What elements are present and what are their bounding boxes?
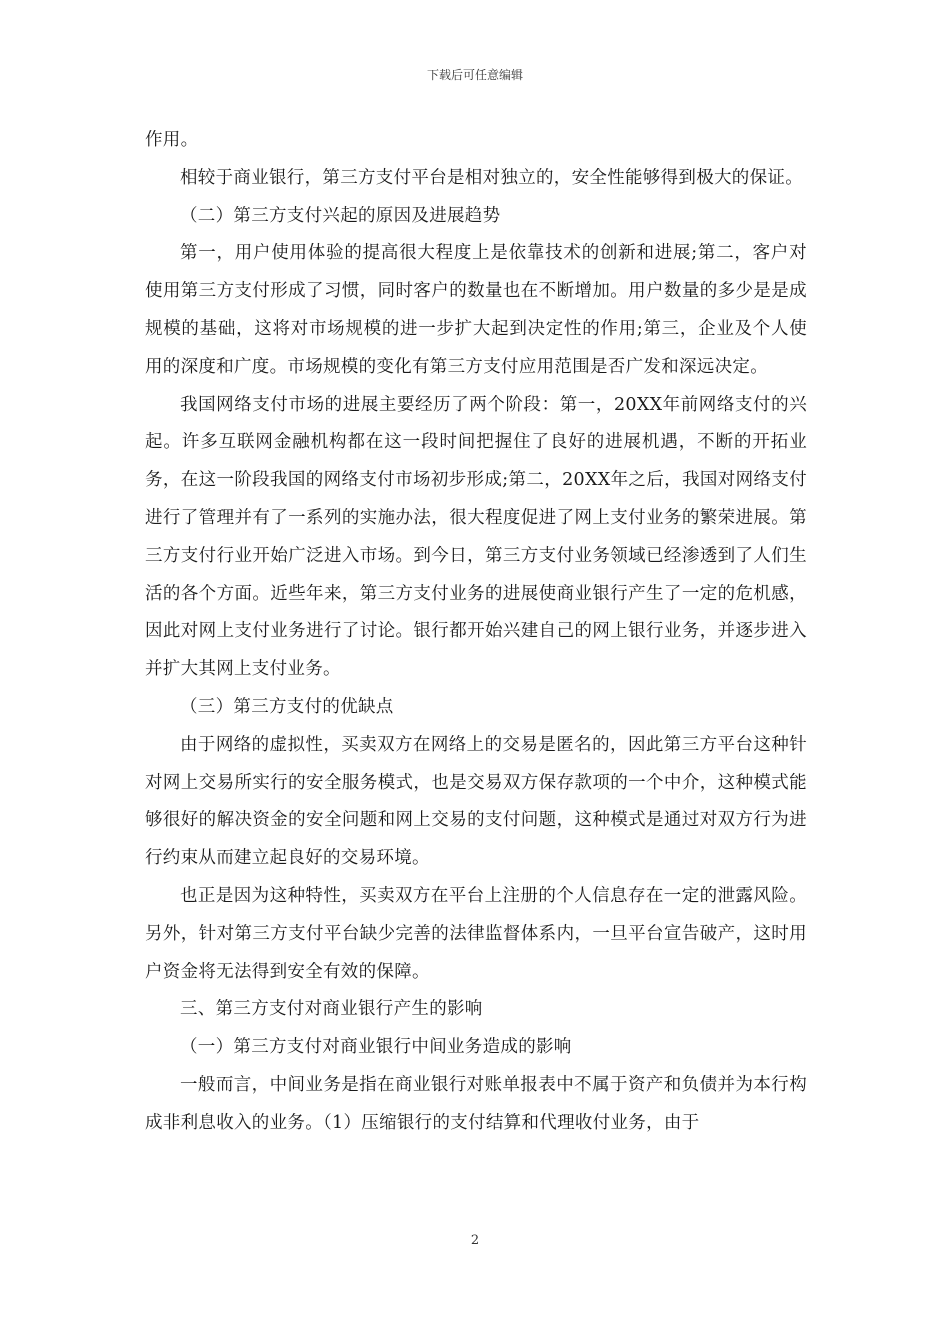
paragraph-continuation: 作用。 (145, 130, 199, 150)
document-body (145, 122, 807, 1143)
page-number: 2 (470, 1233, 480, 1248)
section-heading: （二）第三方支付兴起的原因及进展趋势 (180, 205, 501, 226)
paragraph: 由于网络的虚拟性，买卖双方在网络上的交易是匿名的，因此第三方平台这种针对网上交易所实行的安全服务模式，也是交易双方保存款项的一个中介，这种模式能够很好的解决资金的安全问题和网上交易的支付问题，这种模式是通过对双方行为进行约束从而建立起良好的交易环境。 (145, 734, 807, 869)
paragraph: 一般而言，中间业务是指在商业银行对账单报表中不属于资产和负债并为本行构成非利息收入的业务。（1）压缩银行的支付结算和代理收付业务，由于 (145, 1074, 807, 1133)
chapter-heading: 三、第三方支付对商业银行产生的影响 (180, 999, 483, 1020)
section-heading: （三）第三方支付的优缺点 (180, 696, 394, 717)
page-header: 下载后可任意编辑 (426, 68, 523, 82)
section-heading: （一）第三方支付对商业银行中间业务造成的影响 (180, 1037, 572, 1058)
paragraph: 也正是因为这种特性，买卖双方在平台上注册的个人信息存在一定的泄露风险。另外，针对第三方支付平台缺少完善的法律监督体系内，一旦平台宣告破产，这时用户资金将无法得到安全有效的保障。 (145, 885, 807, 982)
paragraph: 相较于商业银行，第三方支付平台是相对独立的，安全性能够得到极大的保证。 (180, 167, 803, 188)
paragraph: 第一，用户使用体验的提高很大程度上是依靠技术的创新和进展;第二，客户对使用第三方支付形成了习惯，同时客户的数量也在不断增加。用户数量的多少是是成规模的基础，这将对市场规模的进一步扩大起到决定性的作用;第三，企业及个人使用的深度和广度。市场规模的变化有第三方支付应用范围是否广发和深远决定。 (145, 243, 807, 377)
paragraph: 我国网络支付市场的进展主要经历了两个阶段：第一，20XX年前网络支付的兴起。许多互联网金融机构都在这一段时间把握住了良好的进展机遇，不断的开拓业务，在这一阶段我国的网络支付市场初步形成;第二，20XX年之后，我国对网络支付进行了管理并有了一系列的实施办法，很大程度促进了网上支付业务的繁荣进展。第三方支付行业开始广泛进入市场。到今日，第三方支付业务领域已经渗透到了人们生活的各个方面。近些年来，第三方支付业务的进展使商业银行产生了一定的危机感，因此对网上支付业务进行了讨论。银行都开始兴建自己的网上银行业务，并逐步进入并扩大其网上支付业务。 (145, 394, 807, 680)
